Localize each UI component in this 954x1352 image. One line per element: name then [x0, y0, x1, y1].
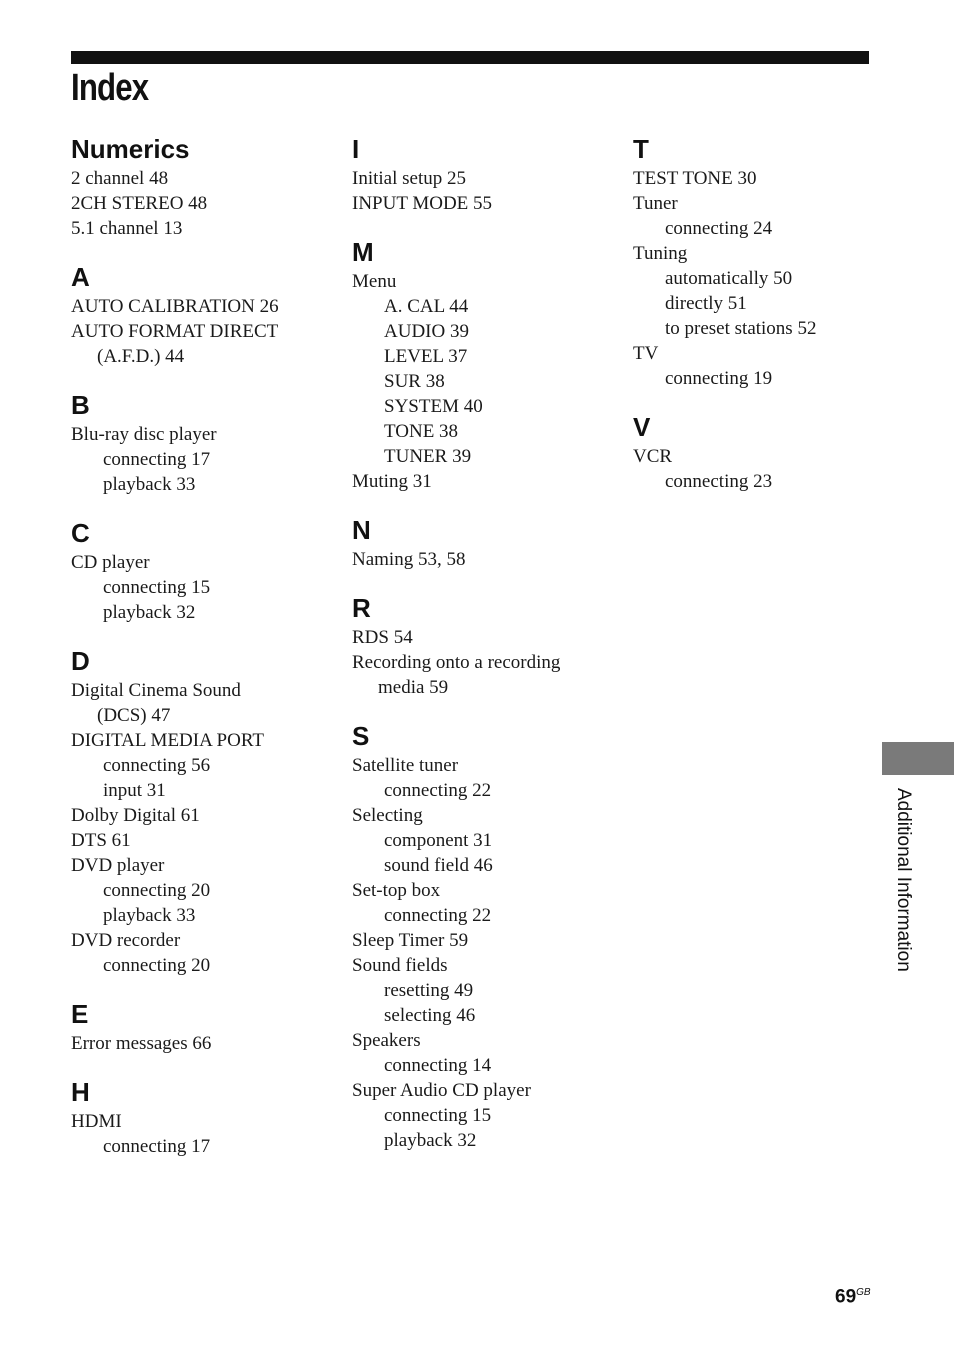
index-section	[352, 132, 622, 216]
index-entry: DVD player	[71, 855, 165, 876]
page-number	[835, 1281, 871, 1309]
section-side-label: Additional Information	[893, 788, 914, 972]
index-subentry: automatically 50	[665, 268, 793, 289]
index-entry: DIGITAL MEDIA PORT	[71, 730, 264, 751]
section-heading: I	[352, 134, 360, 164]
index-entry: Naming 53, 58	[352, 549, 466, 570]
index-section	[71, 644, 341, 978]
index-entry: Set-top box	[352, 880, 441, 901]
index-entry: Speakers	[352, 1030, 421, 1051]
index-entry: HDMI	[71, 1111, 122, 1132]
index-entry: AUTO FORMAT DIRECT	[71, 321, 279, 342]
index-column-2	[352, 132, 622, 1172]
index-entry: CD player	[71, 552, 150, 573]
index-subentry: A. CAL 44	[384, 296, 469, 317]
index-subentry: playback 32	[103, 602, 196, 623]
index-entry: Menu	[352, 271, 397, 292]
index-entry: Initial setup 25	[352, 168, 466, 189]
index-section	[71, 1075, 341, 1159]
index-subentry: connecting 17	[103, 449, 211, 470]
index-subentry: connecting 14	[384, 1055, 492, 1076]
index-entry: Error messages 66	[71, 1033, 212, 1054]
index-entry: Muting 31	[352, 471, 432, 492]
page-number-suffix: GB	[856, 1287, 871, 1298]
index-subentry: connecting 19	[665, 368, 773, 389]
section-heading: M	[352, 237, 374, 267]
index-entry: Digital Cinema Sound	[71, 680, 241, 701]
index-subentry: SYSTEM 40	[384, 396, 483, 417]
index-subentry: connecting 15	[103, 577, 211, 598]
index-entry: Recording onto a recording	[352, 652, 561, 673]
index-entry: Dolby Digital 61	[71, 805, 200, 826]
index-subentry: connecting 15	[384, 1105, 492, 1126]
index-entry: Sleep Timer 59	[352, 930, 469, 951]
index-column-1	[71, 132, 341, 1178]
index-section	[633, 410, 903, 494]
index-entry: TEST TONE 30	[633, 168, 757, 189]
index-entry: 2CH STEREO 48	[71, 193, 208, 214]
index-subentry: connecting 17	[103, 1136, 211, 1157]
index-subentry: playback 33	[103, 905, 196, 926]
top-rule	[71, 51, 869, 64]
index-subentry: input 31	[103, 780, 166, 801]
index-subentry: LEVEL 37	[384, 346, 468, 367]
index-subentry: selecting 46	[384, 1005, 476, 1026]
index-column-3	[633, 132, 903, 513]
section-heading: D	[71, 646, 90, 676]
page-title: Index	[71, 67, 149, 109]
index-subentry: TUNER 39	[384, 446, 472, 467]
index-subentry: media 59	[378, 677, 449, 698]
index-section	[71, 997, 341, 1056]
index-section	[352, 235, 622, 494]
section-heading: R	[352, 593, 371, 623]
index-section	[71, 132, 341, 241]
index-subentry: SUR 38	[384, 371, 445, 392]
index-entry: AUTO CALIBRATION 26	[71, 296, 279, 317]
index-subentry: connecting 20	[103, 880, 211, 901]
section-heading: Numerics	[71, 134, 190, 164]
index-section	[352, 591, 622, 700]
section-heading: H	[71, 1077, 90, 1107]
index-subentry: resetting 49	[384, 980, 474, 1001]
index-section	[71, 388, 341, 497]
index-section	[71, 260, 341, 369]
index-entry: Sound fields	[352, 955, 448, 976]
index-entry: 5.1 channel 13	[71, 218, 183, 239]
index-subentry: sound field 46	[384, 855, 493, 876]
index-subentry: connecting 20	[103, 955, 211, 976]
section-heading: S	[352, 721, 370, 751]
index-section	[352, 719, 622, 1153]
page-number-value: 69	[835, 1286, 857, 1308]
index-subentry: playback 32	[384, 1130, 477, 1151]
section-heading: E	[71, 999, 89, 1029]
index-entry: Tuner	[633, 193, 678, 214]
index-entry: Selecting	[352, 805, 423, 826]
section-heading: T	[633, 134, 649, 164]
section-heading: C	[71, 518, 90, 548]
index-entry: TV	[633, 343, 659, 364]
section-tab-marker	[882, 742, 954, 775]
index-entry: DTS 61	[71, 830, 131, 851]
section-heading: A	[71, 262, 90, 292]
index-subentry: (DCS) 47	[97, 705, 171, 726]
index-section	[633, 132, 903, 391]
index-subentry: connecting 56	[103, 755, 211, 776]
index-subentry: connecting 22	[384, 905, 492, 926]
section-heading: B	[71, 390, 90, 420]
section-heading: V	[633, 412, 651, 442]
index-subentry: TONE 38	[384, 421, 459, 442]
index-subentry: AUDIO 39	[384, 321, 469, 342]
index-entry: RDS 54	[352, 627, 413, 648]
index-subentry: (A.F.D.) 44	[97, 346, 185, 367]
index-entry: Blu-ray disc player	[71, 424, 217, 445]
index-entry: Tuning	[633, 243, 688, 264]
index-section	[71, 516, 341, 625]
index-subentry: directly 51	[665, 293, 747, 314]
index-entry: Satellite tuner	[352, 755, 459, 776]
index-subentry: to preset stations 52	[665, 318, 817, 339]
section-heading: N	[352, 515, 371, 545]
index-subentry: playback 33	[103, 474, 196, 495]
index-section	[352, 513, 622, 572]
index-subentry: connecting 22	[384, 780, 492, 801]
index-subentry: connecting 24	[665, 218, 773, 239]
index-subentry: component 31	[384, 830, 493, 851]
index-entry: INPUT MODE 55	[352, 193, 493, 214]
index-entry: VCR	[633, 446, 673, 467]
index-entry: Super Audio CD player	[352, 1080, 531, 1101]
index-entry: DVD recorder	[71, 930, 181, 951]
index-subentry: connecting 23	[665, 471, 773, 492]
index-entry: 2 channel 48	[71, 168, 169, 189]
